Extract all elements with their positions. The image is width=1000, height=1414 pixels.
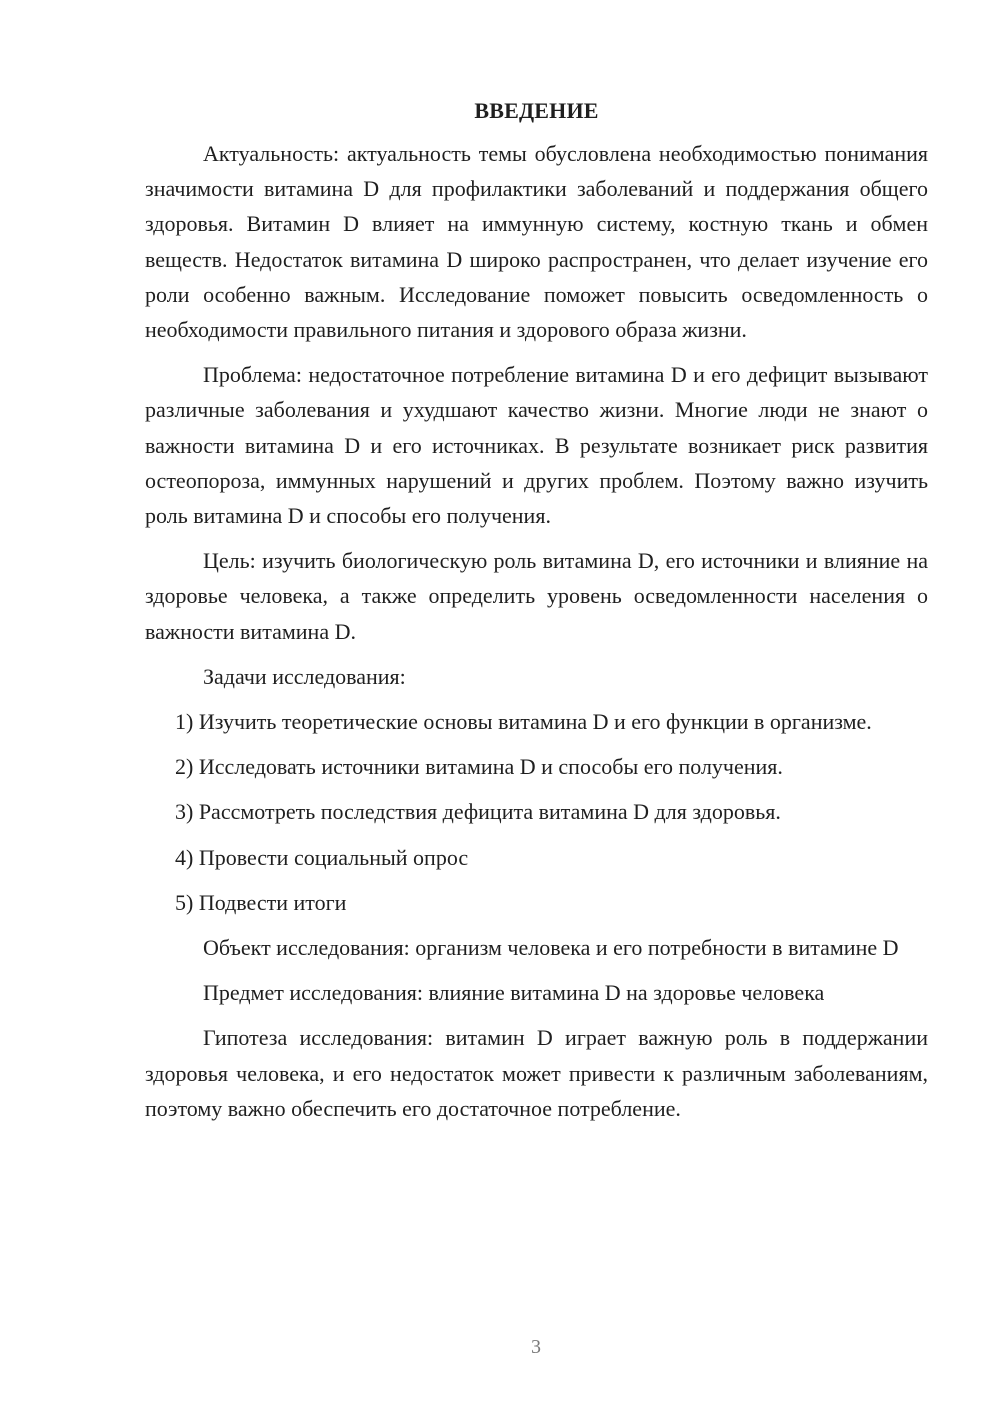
paragraph-hypothesis: Гипотеза исследования: витамин D играет важную роль в поддержании здоровья человека, и его недостаток может привести к различным заболеваниям, поэтому важно обеспечить его достаточное потребление. <box>145 1025 928 1121</box>
page-number: 3 <box>531 1336 541 1358</box>
paragraph-object: Объект исследования: организм человека и его потребности в витамине D <box>203 935 899 961</box>
task-item-2: 2) Исследовать источники витамина D и способы его получения. <box>175 754 783 780</box>
task-item-5: 5) Подвести итоги <box>175 889 347 915</box>
paragraph-relevance: Актуальность: актуальность темы обусловлена необходимостью понимания значимости витамина D для профилактики заболеваний и поддержания общего здоровья. Витамин D влияет на иммунную систему, костную ткань и обмен веществ. Недостаток витамина D широко распространен, что делает изучение его роли особенно важным. Исследование поможет повысить осведомленность о необходимости правильного питания и здорового образа жизни. <box>145 141 928 343</box>
tasks-heading: Задачи исследования: <box>203 663 406 689</box>
task-item-1: 1) Изучить теоретические основы витамина D и его функции в организме. <box>175 709 872 735</box>
document-body <box>145 96 928 1136</box>
paragraph-goal: Цель: изучить биологическую роль витамина D, его источники и влияние на здоровье человека, а также определить уровень осведомленности населения о важности витамина D. <box>145 548 928 644</box>
section-title: ВВЕДЕНИЕ <box>474 98 599 123</box>
paragraph-problem: Проблема: недостаточное потребление витамина D и его дефицит вызывают различные заболевания и ухудшают качество жизни. Многие люди не знают о важности витамина D и его источниках. В результате возникает риск развития остеопороза, иммунных нарушений и других проблем. Поэтому важно изучить роль витамина D и способы его получения. <box>145 362 928 529</box>
paragraph-subject: Предмет исследования: влияние витамина D на здоровье человека <box>203 980 825 1006</box>
task-item-3: 3) Рассмотреть последствия дефицита витамина D для здоровья. <box>175 799 781 825</box>
task-item-4: 4) Провести социальный опрос <box>175 844 469 870</box>
